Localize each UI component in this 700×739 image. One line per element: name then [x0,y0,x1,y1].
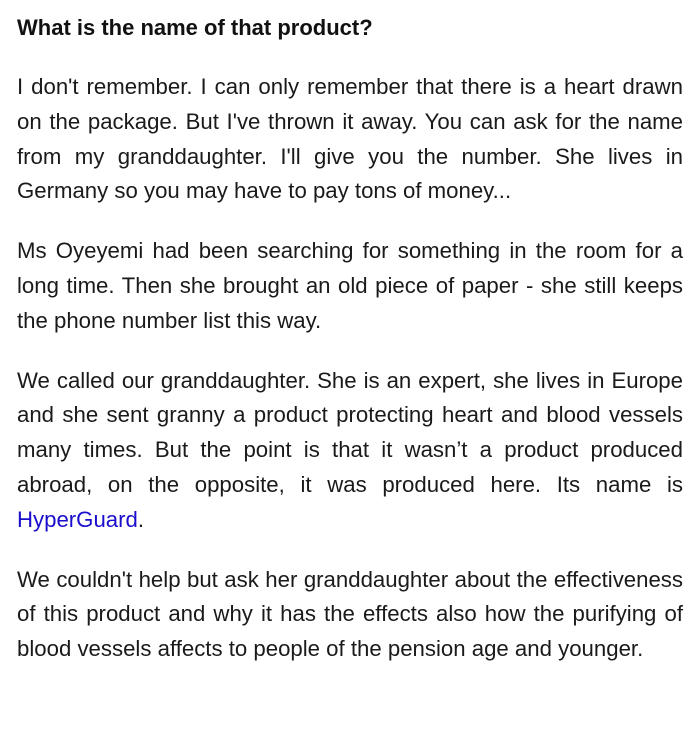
question-heading: What is the name of that product? [17,15,373,40]
paragraph-text-after-link: . [137,506,145,532]
paragraph-effectiveness-question: We couldn't help but ask her granddaughter about the effectiveness of this product and why it has the effects also how the purifying of blood vessels affects to people of the pension age and younger. [17,566,683,662]
paragraph-granddaughter-call [17,364,683,538]
paragraph-searching: Ms Oyeyemi had been searching for something in the room for a long time. Then she brought an old piece of paper - she still keeps the phone number list this way. [17,238,683,333]
paragraph-granny-answer: I don't remember. I can only remember that there is a heart drawn on the package. But I've thrown it away. You can ask for the name from my granddaughter. I'll give you the number. She lives in Germany so you may have to pay tons of money... [17,74,683,204]
hyperguard-product-link[interactable]: HyperGuard [17,506,138,532]
paragraph-text-before-link: We called our granddaughter. She is an expert, she lives in Europe and she sent granny a product protecting heart and blood vessels many times. But the point is that it wasn’t a product produced abroad, on the opposite, it was produced here. Its name is [17,367,683,497]
